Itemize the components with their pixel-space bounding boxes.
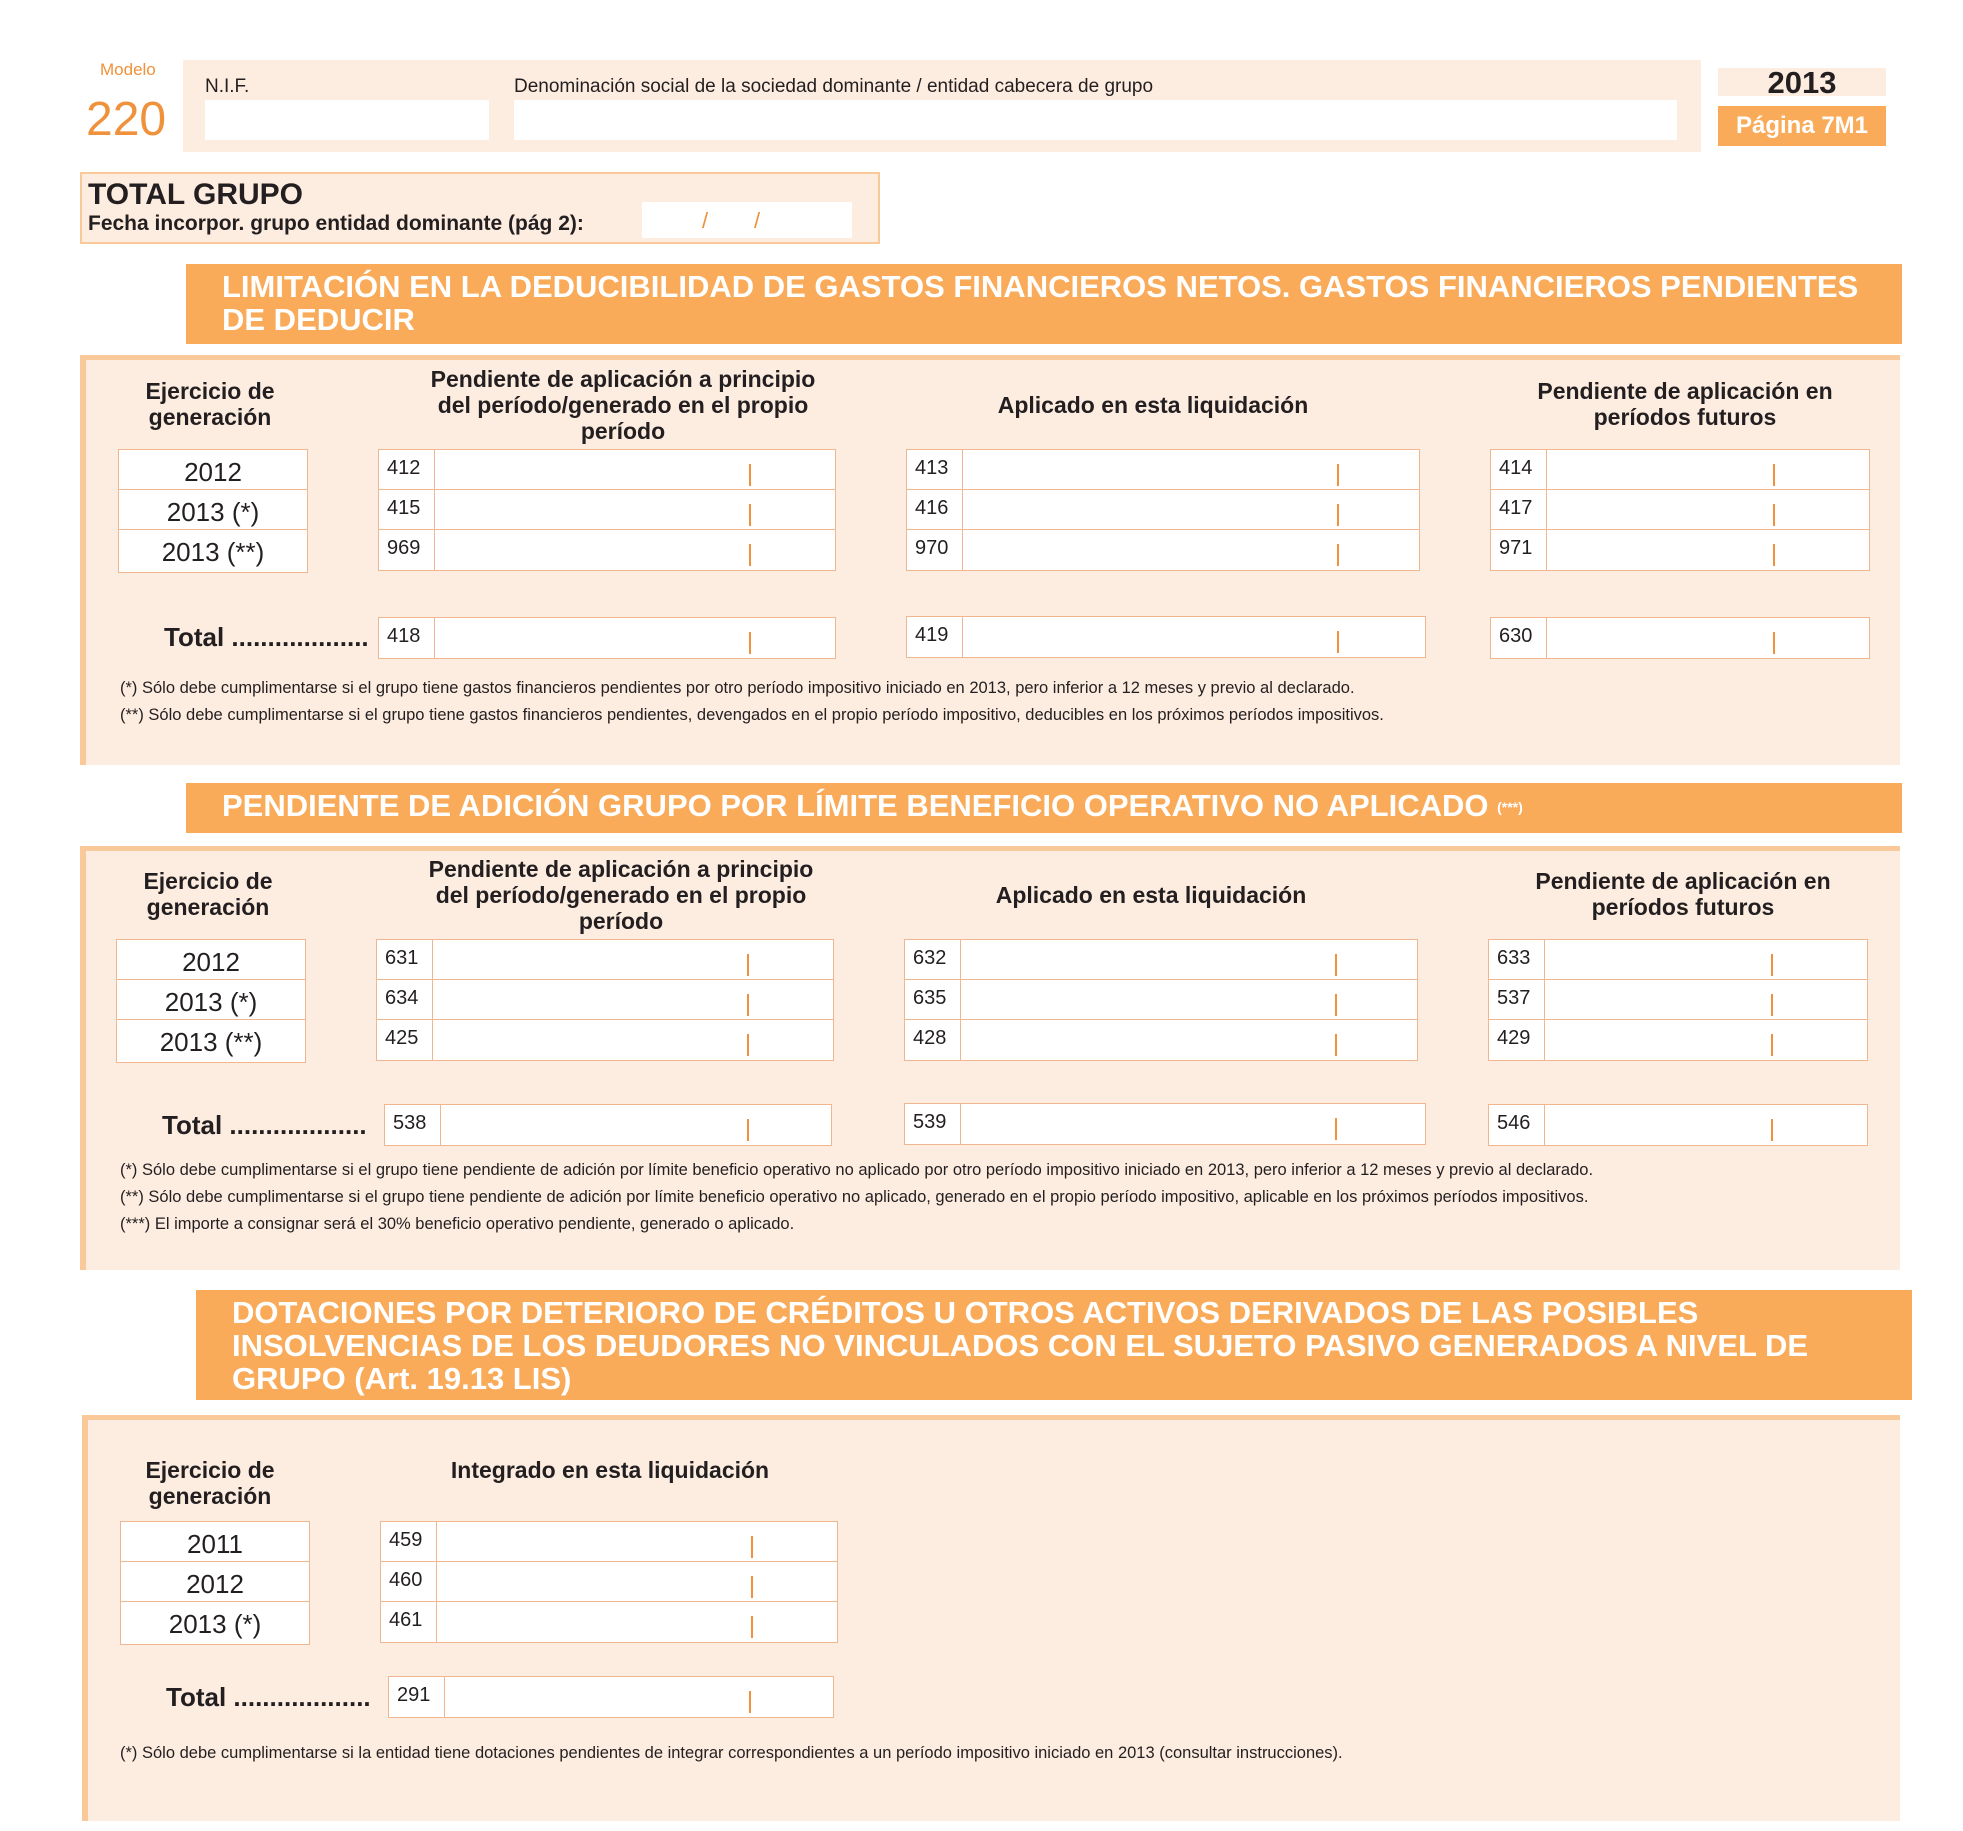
total-label: Total ................... xyxy=(166,1682,371,1712)
decimal-mark xyxy=(1773,544,1775,566)
decimal-mark xyxy=(1771,1119,1773,1141)
amount-field[interactable] xyxy=(379,450,835,490)
amount-field[interactable] xyxy=(379,490,835,530)
amount-field[interactable] xyxy=(1489,940,1867,980)
decimal-mark xyxy=(1773,504,1775,526)
section2-banner xyxy=(186,783,1902,833)
amount-field[interactable] xyxy=(907,490,1419,530)
amount-field[interactable] xyxy=(1489,980,1867,1020)
decimal-mark xyxy=(749,1691,751,1713)
decimal-mark xyxy=(749,464,751,486)
total-label: Total ................... xyxy=(164,622,369,652)
section1-banner: LIMITACIÓN EN LA DEDUCIBILIDAD DE GASTOS FINANCIEROS NETOS. GASTOS FINANCIEROS PENDIENTES DE DEDUCIR xyxy=(186,264,1902,344)
box-code: 537 xyxy=(1489,980,1545,1019)
nif-label: N.I.F. xyxy=(205,76,250,97)
year-badge: 2013 xyxy=(1718,68,1886,96)
footnote: (***) El importe a consignar será el 30% beneficio operativo pendiente, generado o aplicado. xyxy=(120,1215,795,1233)
total-label: Total ................... xyxy=(162,1110,367,1140)
box-code: 630 xyxy=(1491,618,1547,658)
section2-title: PENDIENTE DE ADICIÓN GRUPO POR LÍMITE BENEFICIO OPERATIVO NO APLICADO xyxy=(222,788,1489,823)
amount-field[interactable] xyxy=(905,1020,1417,1060)
total-aplicado-field xyxy=(904,1103,1426,1145)
amount-field[interactable] xyxy=(389,1677,833,1717)
year-cell: 2013 (*) xyxy=(119,490,307,530)
decimal-mark xyxy=(1771,954,1773,976)
amount-field[interactable] xyxy=(1491,530,1869,570)
decimal-mark xyxy=(1335,954,1337,976)
amount-field[interactable] xyxy=(905,940,1417,980)
amount-field[interactable] xyxy=(907,617,1425,657)
total-pendiente-field xyxy=(384,1104,832,1146)
footnote: (*) Sólo debe cumplimentarse si el grupo tiene gastos financieros pendientes por otro período impositivo iniciado en 2013, pero inferior a 12 meses y previo al declarado. xyxy=(120,679,1355,697)
decimal-mark xyxy=(751,1576,753,1598)
amount-field[interactable] xyxy=(377,940,833,980)
box-code: 539 xyxy=(905,1104,961,1144)
total-pendiente-field xyxy=(378,617,836,659)
box-code: 413 xyxy=(907,450,963,489)
amount-field[interactable] xyxy=(905,1104,1425,1144)
col-pendiente-header: Pendiente de aplicación a principio del período/generado en el propio período xyxy=(428,856,814,934)
year-cell: 2013 (**) xyxy=(161,537,265,567)
decimal-mark xyxy=(1335,1118,1337,1140)
decimal-mark xyxy=(1771,994,1773,1016)
futuros-fields xyxy=(1488,939,1868,1061)
col-ejercicio-header: Ejercicio de generación xyxy=(145,378,275,430)
fecha-incorporacion-input[interactable] xyxy=(642,202,852,238)
decimal-mark xyxy=(1335,1034,1337,1056)
amount-field[interactable] xyxy=(381,1602,837,1642)
ejercicio-column xyxy=(116,939,306,1063)
futuros-fields xyxy=(1490,449,1870,571)
year-cell: 2013 (*) xyxy=(168,1609,262,1639)
section2-title-sup: (***) xyxy=(1497,799,1523,815)
box-code: 633 xyxy=(1489,940,1545,979)
total-futuros-field xyxy=(1488,1104,1868,1146)
ejercicio-column xyxy=(120,1521,310,1645)
decimal-mark xyxy=(1771,1034,1773,1056)
amount-field[interactable] xyxy=(379,618,835,658)
amount-field[interactable] xyxy=(377,1020,833,1060)
box-code: 635 xyxy=(905,980,961,1019)
decimal-mark xyxy=(749,632,751,654)
box-code: 419 xyxy=(907,617,963,657)
box-code: 418 xyxy=(379,618,435,658)
amount-field[interactable] xyxy=(381,1522,837,1562)
amount-field[interactable] xyxy=(379,530,835,570)
col-aplicado-header: Aplicado en esta liquidación xyxy=(997,392,1309,418)
fecha-incorporacion-label: Fecha incorpor. grupo entidad dominante (pág 2): xyxy=(88,212,584,235)
box-code: 634 xyxy=(377,980,433,1019)
decimal-mark xyxy=(751,1536,753,1558)
amount-field[interactable] xyxy=(1491,490,1869,530)
footnote: (*) Sólo debe cumplimentarse si la entidad tiene dotaciones pendientes de integrar correspondientes a un período impositivo iniciado en 2013 (consultar instrucciones). xyxy=(120,1744,1343,1762)
footnote: (*) Sólo debe cumplimentarse si el grupo tiene pendiente de adición por límite beneficio operativo no aplicado por otro período impositivo iniciado en 2013, pero inferior a 12 meses y previo al declarado. xyxy=(120,1161,1594,1179)
box-code: 428 xyxy=(905,1020,961,1060)
decimal-mark xyxy=(749,544,751,566)
year-cell: 2012 xyxy=(119,450,307,490)
decimal-mark xyxy=(747,994,749,1016)
box-code: 970 xyxy=(907,530,963,570)
col-ejercicio-header: Ejercicio de generación xyxy=(143,868,273,920)
col-aplicado-header: Aplicado en esta liquidación xyxy=(995,882,1307,908)
pendiente-fields xyxy=(376,939,834,1061)
footnote: (**) Sólo debe cumplimentarse si el grupo tiene pendiente de adición por límite beneficio operativo no aplicado, generado en el propio período impositivo, aplicable en los próximos períodos impositivos. xyxy=(120,1188,1589,1206)
decimal-mark xyxy=(1335,994,1337,1016)
decimal-mark xyxy=(749,504,751,526)
aplicado-fields xyxy=(906,449,1420,571)
total-aplicado-field xyxy=(906,616,1426,658)
amount-field[interactable] xyxy=(1489,1105,1867,1145)
decimal-mark xyxy=(1337,544,1339,566)
box-code: 538 xyxy=(385,1105,441,1145)
box-code: 414 xyxy=(1491,450,1547,489)
year-cell: 2013 (**) xyxy=(159,1027,263,1057)
footnote: (**) Sólo debe cumplimentarse si el grupo tiene gastos financieros pendientes, devengados en el propio período impositivo, deducibles en los próximos períodos impositivos. xyxy=(120,706,1384,724)
decimal-mark xyxy=(747,954,749,976)
amount-field[interactable] xyxy=(907,530,1419,570)
col-futuros-header: Pendiente de aplicación en períodos futuros xyxy=(1537,378,1833,430)
col-futuros-header: Pendiente de aplicación en períodos futuros xyxy=(1535,868,1831,920)
date-separator: / xyxy=(702,208,709,233)
box-code: 416 xyxy=(907,490,963,529)
aplicado-fields xyxy=(904,939,1418,1061)
pendiente-fields xyxy=(378,449,836,571)
amount-field[interactable] xyxy=(905,980,1417,1020)
year-cell: 2013 (*) xyxy=(117,980,305,1020)
box-code: 412 xyxy=(379,450,435,489)
total-grupo-title: TOTAL GRUPO xyxy=(88,178,304,211)
col-ejercicio-header: Ejercicio de generación xyxy=(145,1457,275,1509)
nif-input[interactable] xyxy=(205,100,489,140)
total-futuros-field xyxy=(1490,617,1870,659)
amount-field[interactable] xyxy=(377,980,833,1020)
section3-banner: DOTACIONES POR DETERIORO DE CRÉDITOS U OTROS ACTIVOS DERIVADOS DE LAS POSIBLES INSOLVENCIAS DE LOS DEUDORES NO VINCULADOS CON EL SUJETO PASIVO GENERADOS A NIVEL DE GRUPO (Art. 19.13 LIS) xyxy=(196,1290,1912,1400)
total-integrado-field xyxy=(388,1676,834,1718)
box-code: 425 xyxy=(377,1020,433,1060)
amount-field[interactable] xyxy=(907,450,1419,490)
integrado-fields xyxy=(380,1521,838,1643)
box-code: 969 xyxy=(379,530,435,570)
denominacion-label: Denominación social de la sociedad dominante / entidad cabecera de grupo xyxy=(514,76,1154,97)
amount-field[interactable] xyxy=(1489,1020,1867,1060)
box-code: 459 xyxy=(381,1522,437,1561)
denominacion-input[interactable] xyxy=(514,100,1677,140)
box-code: 429 xyxy=(1489,1020,1545,1060)
year-cell: 2012 xyxy=(121,1562,309,1602)
box-code: 291 xyxy=(389,1677,445,1717)
box-code: 971 xyxy=(1491,530,1547,570)
box-code: 546 xyxy=(1489,1105,1545,1145)
decimal-mark xyxy=(1773,464,1775,486)
year-cell: 2012 xyxy=(117,940,305,980)
decimal-mark xyxy=(747,1034,749,1056)
modelo-label: Modelo xyxy=(100,60,156,79)
amount-field[interactable] xyxy=(381,1562,837,1602)
ejercicio-column xyxy=(118,449,308,573)
box-code: 632 xyxy=(905,940,961,979)
col-pendiente-header: Pendiente de aplicación a principio del período/generado en el propio período xyxy=(430,366,816,444)
modelo-number: 220 xyxy=(86,93,167,146)
amount-field[interactable] xyxy=(1491,450,1869,490)
box-code: 417 xyxy=(1491,490,1547,529)
page-badge: Página 7M1 xyxy=(1718,106,1886,146)
col-integrado-header: Integrado en esta liquidación xyxy=(450,1457,770,1483)
date-separator: / xyxy=(754,208,761,233)
decimal-mark xyxy=(1337,464,1339,486)
box-code: 415 xyxy=(379,490,435,529)
box-code: 460 xyxy=(381,1562,437,1601)
decimal-mark xyxy=(747,1119,749,1141)
decimal-mark xyxy=(1337,504,1339,526)
decimal-mark xyxy=(751,1616,753,1638)
year-cell: 2011 xyxy=(121,1522,309,1562)
decimal-mark xyxy=(1773,632,1775,654)
amount-field[interactable] xyxy=(1491,618,1869,658)
amount-field[interactable] xyxy=(385,1105,831,1145)
box-code: 461 xyxy=(381,1602,437,1642)
decimal-mark xyxy=(1337,631,1339,653)
box-code: 631 xyxy=(377,940,433,979)
